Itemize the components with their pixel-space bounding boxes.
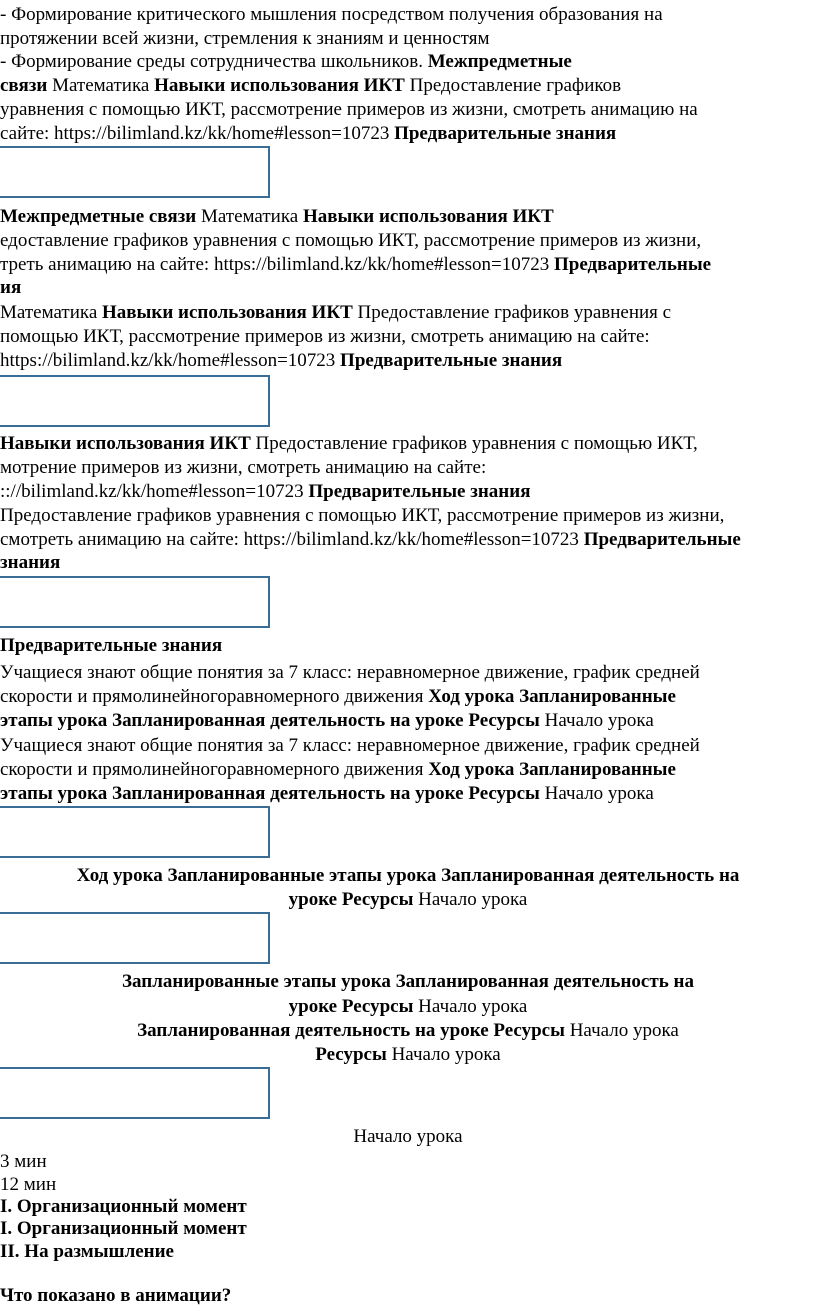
bold-text: Запланированные	[519, 686, 676, 707]
plain-text: Математика	[0, 302, 98, 323]
text-line	[0, 528, 741, 552]
image-placeholder-4	[0, 806, 270, 858]
plain-text: :://bilimland.kz/kk/home#lesson=10723	[0, 481, 304, 502]
image-placeholder-6	[0, 1067, 270, 1119]
plain-text: смотреть анимацию на сайте: https://bilimland.kz/kk/home#lesson=10723	[0, 529, 579, 550]
bold-text: Ресурсы	[341, 996, 414, 1017]
text-line	[0, 480, 530, 504]
bold-text: Ресурсы	[493, 1020, 565, 1041]
bold-text: Ресурсы	[315, 1044, 387, 1065]
centered-line	[0, 970, 816, 994]
text-line	[0, 661, 700, 685]
plain-text: Предоставление графиков уравнения с	[357, 302, 672, 323]
bold-text: Запланированная деятельность на	[441, 865, 740, 886]
plain-text: Начало урока	[391, 1044, 501, 1065]
bold-text: Ресурсы	[468, 710, 540, 731]
text-line	[0, 758, 676, 782]
plain-text: 3 мин	[0, 1151, 47, 1172]
bold-text: Предварительные знания	[308, 481, 531, 502]
plain-text: Учащиеся знают общие понятия за 7 класс: неравномерное движение, график средней	[0, 662, 700, 683]
plain-text: Математика	[196, 206, 299, 227]
bold-text: Ход урока	[76, 865, 163, 886]
bold-text: этапы урока	[0, 783, 108, 804]
text-line	[0, 229, 701, 252]
bold-text: I. Организационный момент	[0, 1196, 247, 1217]
bold-text: Предварительные знания	[340, 350, 563, 371]
plain-text: Начало урока	[353, 1126, 463, 1147]
image-placeholder-3	[0, 576, 270, 628]
image-placeholder-1	[0, 146, 270, 198]
bold-text: Межпредметные связи	[0, 206, 197, 227]
text-line	[0, 1150, 47, 1173]
plain-text: Предоставление графиков	[409, 75, 622, 96]
text-line	[0, 50, 572, 74]
plain-text: Математика	[47, 75, 150, 96]
text-line	[0, 98, 698, 121]
plain-text: Учащиеся знают общие понятия за 7 класс: неравномерное движение, график средней	[0, 735, 700, 756]
plain-text: Начало урока	[418, 996, 528, 1017]
plain-text: Предоставление графиков уравнения с помощью ИКТ, рассмотрение примеров из жизни,	[0, 505, 725, 526]
text-line	[0, 1173, 56, 1196]
image-placeholder-5	[0, 912, 270, 964]
plain-text: Начало урока	[544, 710, 654, 731]
text-line	[0, 456, 486, 479]
text-line	[0, 685, 676, 709]
bold-text: Ход урока	[428, 759, 515, 780]
plain-text: помощью ИКТ, рассмотрение примеров из жизни, смотреть анимацию на сайте:	[0, 326, 650, 347]
centered-line	[0, 995, 816, 1019]
bold-text: этапы урока	[0, 710, 108, 731]
centered-line	[0, 1019, 816, 1043]
plain-text: Начало урока	[569, 1020, 679, 1041]
plain-text: Предоставление графиков уравнения с помощью ИКТ,	[255, 433, 698, 454]
bold-text: Ресурсы	[341, 889, 414, 910]
text-line	[0, 27, 489, 50]
bold-text: Запланированные	[519, 759, 676, 780]
plain-text: 12 мин	[0, 1174, 57, 1195]
plain-text: - Формирование среды сотрудничества школьников.	[0, 51, 423, 72]
bold-text: Предварительные	[583, 529, 741, 550]
bold-text: Ресурсы	[468, 783, 540, 804]
text-line	[0, 432, 698, 456]
bold-text: знания	[0, 552, 61, 573]
bold-text: Запланированная деятельность на уроке	[112, 783, 464, 804]
bold-text: Предварительные	[553, 254, 712, 275]
image-placeholder-2	[0, 375, 270, 427]
bold-text: связи	[0, 75, 48, 96]
bold-text: Навыки использования ИКТ	[302, 206, 554, 227]
bold-text: Запланированные этапы урока	[167, 865, 437, 886]
text-line	[0, 205, 554, 229]
plain-text: скорости и прямолинейногоравномерного движения	[0, 686, 424, 707]
bold-text: I. Организационный момент	[0, 1218, 247, 1239]
bold-text: II. На размышление	[0, 1241, 174, 1262]
plain-text: сайте: https://bilimland.kz/kk/home#lesson=10723	[0, 123, 390, 144]
bold-text: Межпредметные	[427, 51, 572, 72]
plain-text: уравнения с помощью ИКТ, рассмотрение примеров из жизни, смотреть анимацию на	[0, 99, 698, 120]
bold-text: Навыки использования ИКТ	[102, 302, 353, 323]
bold-text: Предварительные знания	[0, 635, 223, 656]
centered-line	[0, 1125, 816, 1148]
text-line	[0, 1195, 247, 1219]
bold-text: ия	[0, 277, 22, 298]
bold-text: Запланированная деятельность на уроке	[112, 710, 464, 731]
plain-text: Начало урока	[544, 783, 654, 804]
bold-text: уроке	[288, 996, 338, 1017]
text-line	[0, 734, 700, 757]
plain-text: скорости и прямолинейногоравномерного движения	[0, 759, 424, 780]
text-line	[0, 504, 724, 527]
text-line	[0, 349, 562, 373]
bold-text: Ход урока	[428, 686, 515, 707]
centered-line	[0, 864, 816, 888]
centered-line	[0, 1043, 816, 1067]
text-line	[0, 253, 711, 277]
bold-text: Запланированные этапы урока	[122, 971, 391, 992]
bold-text: Что показано в анимации?	[0, 1285, 232, 1306]
bold-text: Предварительные знания	[394, 123, 617, 144]
bold-text: уроке	[288, 889, 338, 910]
text-line	[0, 1240, 174, 1263]
text-line	[0, 782, 654, 806]
plain-text: треть анимацию на сайте: https://bilimland.kz/kk/home#lesson=10723	[0, 254, 550, 275]
text-line	[0, 551, 60, 574]
text-line	[0, 709, 654, 733]
centered-line	[0, 888, 816, 912]
bold-text: Навыки использования ИКТ	[154, 75, 405, 96]
text-line	[0, 325, 650, 348]
plain-text: мотрение примеров из жизни, смотреть анимацию на сайте:	[0, 457, 487, 478]
plain-text: - Формирование критического мышления посредством получения образования на	[0, 4, 663, 25]
plain-text: протяжении всей жизни, стремления к знаниям и ценностям	[0, 28, 490, 49]
bold-text: Запланированная деятельность на	[395, 971, 694, 992]
bold-text: Навыки использования ИКТ	[0, 433, 251, 454]
bold-text: Запланированная деятельность на уроке	[137, 1020, 489, 1041]
text-line	[0, 122, 616, 146]
plain-text: Начало урока	[418, 889, 528, 910]
plain-text: https://bilimland.kz/kk/home#lesson=10723	[0, 350, 336, 371]
text-line	[0, 1217, 247, 1240]
text-line	[0, 276, 21, 299]
text-line	[0, 301, 671, 325]
plain-text: едоставление графиков уравнения с помощью ИКТ, рассмотрение примеров из жизни,	[0, 230, 702, 251]
text-line	[0, 1284, 231, 1307]
text-line	[0, 3, 663, 26]
text-line	[0, 634, 222, 657]
text-line	[0, 74, 621, 98]
